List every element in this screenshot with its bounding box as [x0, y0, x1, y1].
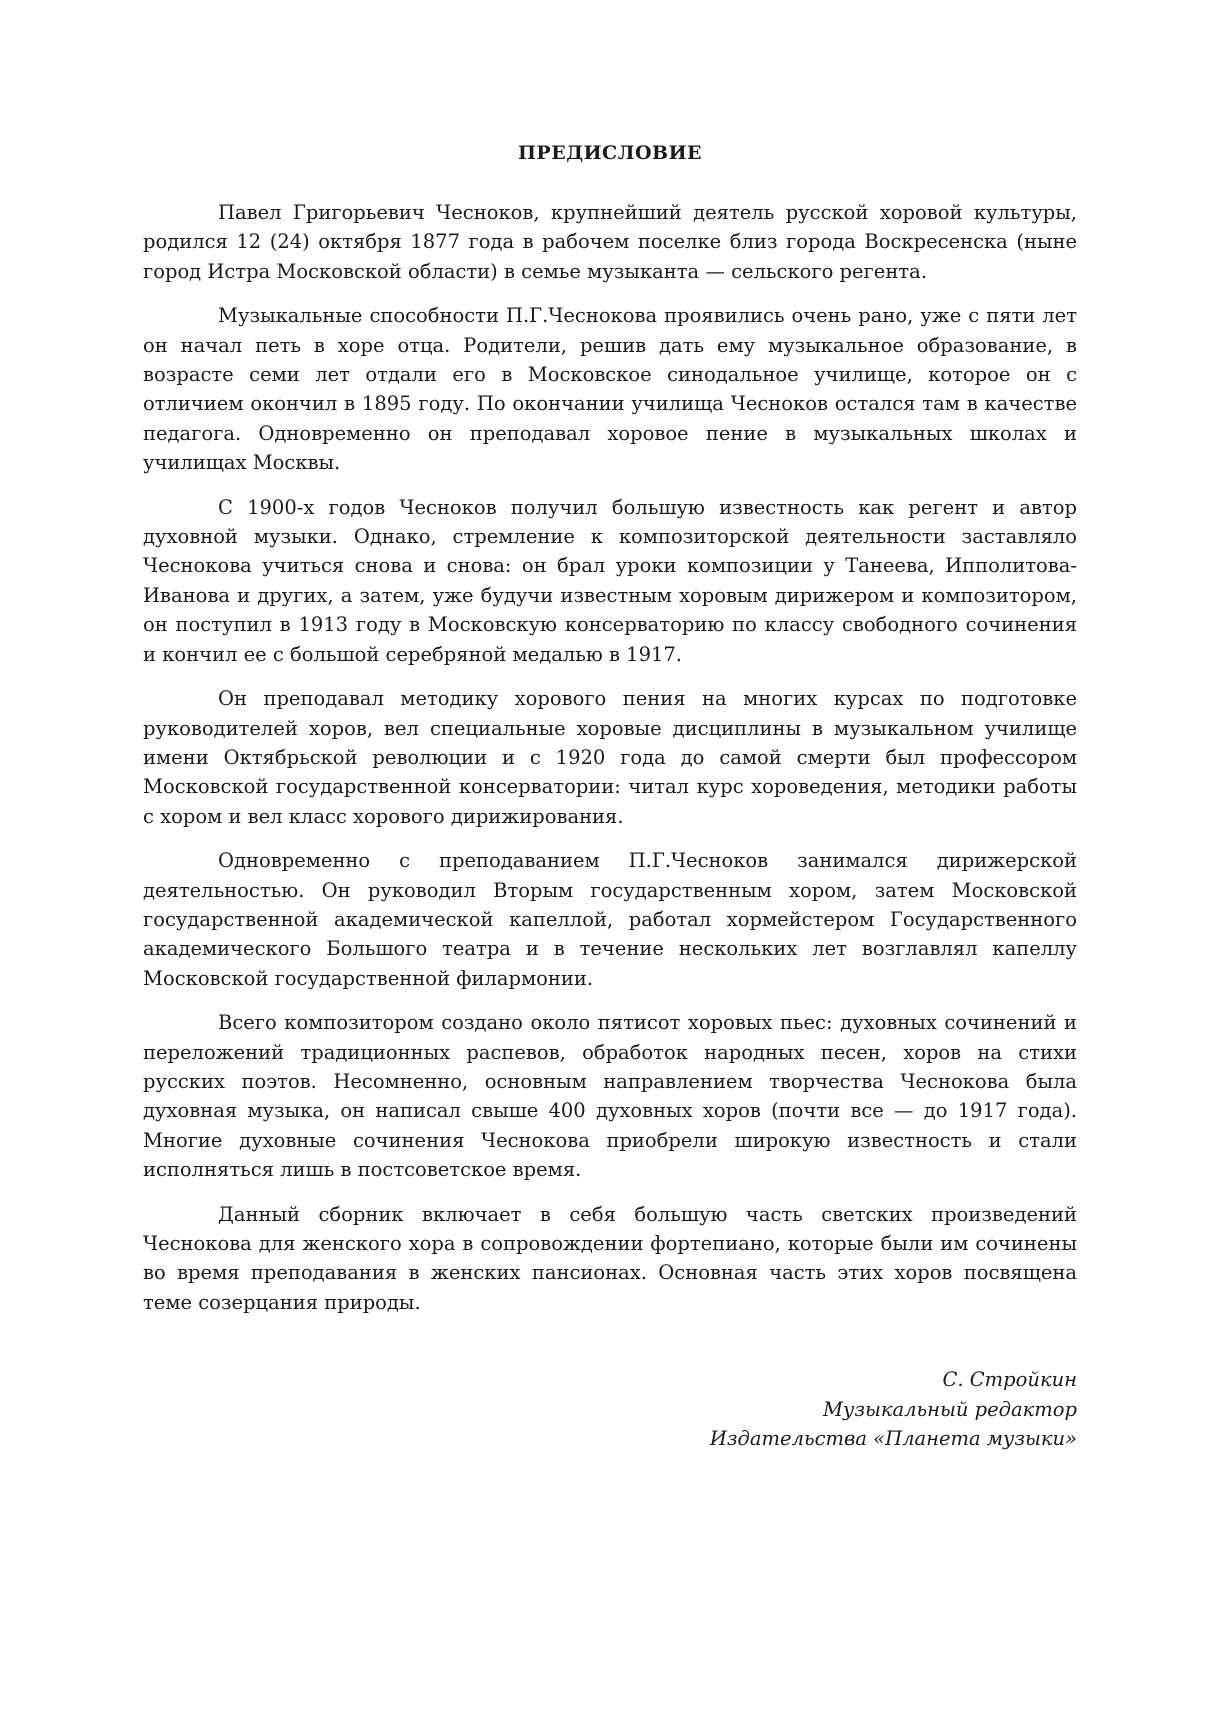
paragraph-4: Он преподавал методику хорового пения на многих курсах по подготовке руководителей хоров, вел специальные хоровые дисциплины в музыкальном училище имени Октябрьской революции и с 1920 года до самой смерти был профессором Московской государственной консерватории: читал курс хороведения, методики работы с хором и вел класс хорового дирижирования. [143, 687, 1077, 828]
signature-block [143, 1365, 1077, 1453]
paragraph-6: Всего композитором создано около пятисот хоровых пьес: духовных сочинений и переложений традиционных распевов, обработок народных песен, хоров на стихи русских поэтов. Несомненно, основным направлением творчества Чеснокова была духовная музыка, он написал свыше 400 духовных хоров (почти все — до 1917 года). Многие духовные сочинения Чеснокова приобрели широкую известность и стали исполняться лишь в постсоветское время. [143, 1011, 1077, 1182]
document-page [143, 128, 1077, 1453]
paragraph-2: Музыкальные способности П.Г.Чеснокова проявились очень рано, уже с пяти лет он начал петь в хоре отца. Родители, решив дать ему музыкальное образование, в возрасте семи лет отдали его в Московское синодальное училище, которое он с отличием окончил в 1895 году. По окончании училища Чесноков остался там в качестве педагога. Одновременно он преподавал хоровое пение в музыкальных школах и училищах Москвы. [143, 304, 1077, 475]
page-title: ПРЕДИСЛОВИЕ [517, 142, 703, 164]
signature-role: Музыкальный редактор [823, 1397, 1077, 1421]
paragraph-7: Данный сборник включает в себя большую часть светских произведений Чеснокова для женского хора в сопровождении фортепиано, которые были им сочинены во время преподавания в женских пансионах. Основная часть этих хоров посвящена теме созерцания природы. [143, 1202, 1077, 1314]
signature-name: С. Стройкин [942, 1368, 1077, 1392]
paragraph-5: Одновременно с преподаванием П.Г.Чесноков занимался дирижерской деятельностью. Он руководил Вторым государственным хором, затем Московской государственной академической капеллой, работал хормейстером Государственного академического Большого театра и в течение нескольких лет возглавлял капеллу Московской государственной филармонии. [143, 849, 1077, 990]
paragraph-1: Павел Григорьевич Чесноков, крупнейший деятель русской хоровой культуры, родился 12 (24) октября 1877 года в рабочем поселке близ города Воскресенска (ныне город Истра Московской области) в семье музыканта — сельского регента. [143, 201, 1077, 283]
signature-organization: Издательства «Планета музыки» [709, 1427, 1077, 1451]
paragraph-3: С 1900-х годов Чесноков получил большую известность как регент и автор духовной музыки. Однако, стремление к композиторской деятельности заставляло Чеснокова учиться снова и снова: он брал уроки композиции у Танеева, Ипполитова-Иванова и других, а затем, уже будучи известным хоровым дирижером и композитором, он поступил в 1913 году в Московскую консерваторию по классу свободного сочинения и кончил ее с большой серебряной медалью в 1917. [143, 495, 1077, 666]
